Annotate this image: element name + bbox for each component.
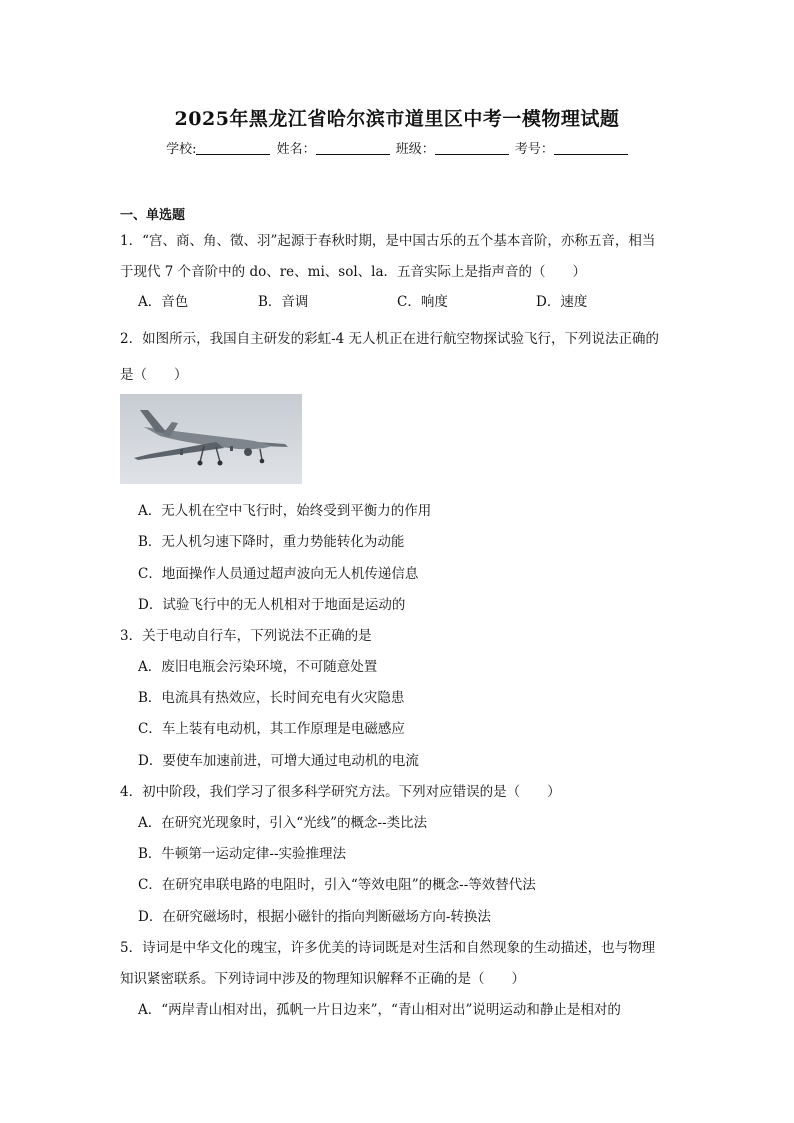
q1-option-d: D．速度 <box>536 294 588 310</box>
name-label: 姓名： <box>276 142 316 157</box>
exam-number-label: 考号： <box>514 142 554 157</box>
q5-stem-line1: 5．诗词是中华文化的瑰宝，许多优美的诗词既是对生活和自然现象的生动描述，也与物理 <box>120 940 656 956</box>
q3-stem-line1: 3．关于电动自行车，下列说法不正确的是 <box>120 628 372 644</box>
q1-option-a: A．音色 <box>138 294 189 310</box>
class-blank <box>435 142 509 155</box>
q4-option-a: A．在研究光现象时，引入“光线”的概念--类比法 <box>138 815 428 831</box>
drone-photo <box>120 394 302 484</box>
q3-option-c: C．车上装有电动机，其工作原理是电磁感应 <box>138 721 405 737</box>
q2-option-b: B．无人机匀速下降时，重力势能转化为动能 <box>138 534 405 550</box>
q1-stem-line1: 1．“宫、商、角、徵、羽”起源于春秋时期，是中国古乐的五个基本音阶，亦称五音，相当 <box>120 233 656 249</box>
q5-option-a: A．“两岸青山相对出，孤帆一片日边来”，“青山相对出”说明运动和静止是相对的 <box>138 1002 621 1018</box>
q1-option-c: C．响度 <box>397 294 448 310</box>
q3-option-a: A．废旧电瓶会污染环境，不可随意处置 <box>138 659 378 675</box>
q3-option-d: D．要使车加速前进，可增大通过电动机的电流 <box>138 753 419 769</box>
q1-options <box>138 290 698 310</box>
q2-option-a: A．无人机在空中飞行时，始终受到平衡力的作用 <box>138 503 432 519</box>
q4-option-d: D．在研究磁场时，根据小磁针的指向判断磁场方向-转换法 <box>138 909 491 925</box>
class-label: 班级： <box>395 142 435 157</box>
q2-option-d: D．试验飞行中的无人机相对于地面是运动的 <box>138 597 406 613</box>
q3-option-b: B．电流具有热效应，长时间充电有火灾隐患 <box>138 690 405 706</box>
school-blank <box>196 142 270 155</box>
q2-option-c: C．地面操作人员通过超声波向无人机传递信息 <box>138 566 419 582</box>
exam-number-blank <box>554 142 628 155</box>
q2-stem-line1: 2．如图所示，我国自主研发的彩虹-4 无人机正在进行航空物探试验飞行，下列说法正确的 <box>120 331 660 347</box>
student-info-line <box>0 138 794 157</box>
q4-stem-line1: 4．初中阶段，我们学习了很多科学研究方法。下列对应错误的是（ ） <box>120 784 561 800</box>
q4-option-c: C．在研究串联电路的电阻时，引入“等效电阻”的概念--等效替代法 <box>138 877 536 893</box>
q1-stem-line2: 于现代 7 个音阶中的 do、re、mi、sol、la．五音实际上是指声音的（ ） <box>120 264 587 280</box>
section-heading: 一、单选题 <box>120 208 186 223</box>
q5-stem-line2: 知识紧密联系。下列诗词中涉及的物理知识解释不正确的是（ ） <box>120 971 525 987</box>
q4-option-b: B．牛顿第一运动定律--实验推理法 <box>138 846 347 862</box>
school-label: 学校: <box>166 142 197 157</box>
page-title: 2025年黑龙江省哈尔滨市道里区中考一模物理试题 <box>174 108 620 130</box>
q1-option-b: B．音调 <box>258 294 309 310</box>
q2-stem-line2: 是（ ） <box>120 367 188 383</box>
name-blank <box>316 142 390 155</box>
